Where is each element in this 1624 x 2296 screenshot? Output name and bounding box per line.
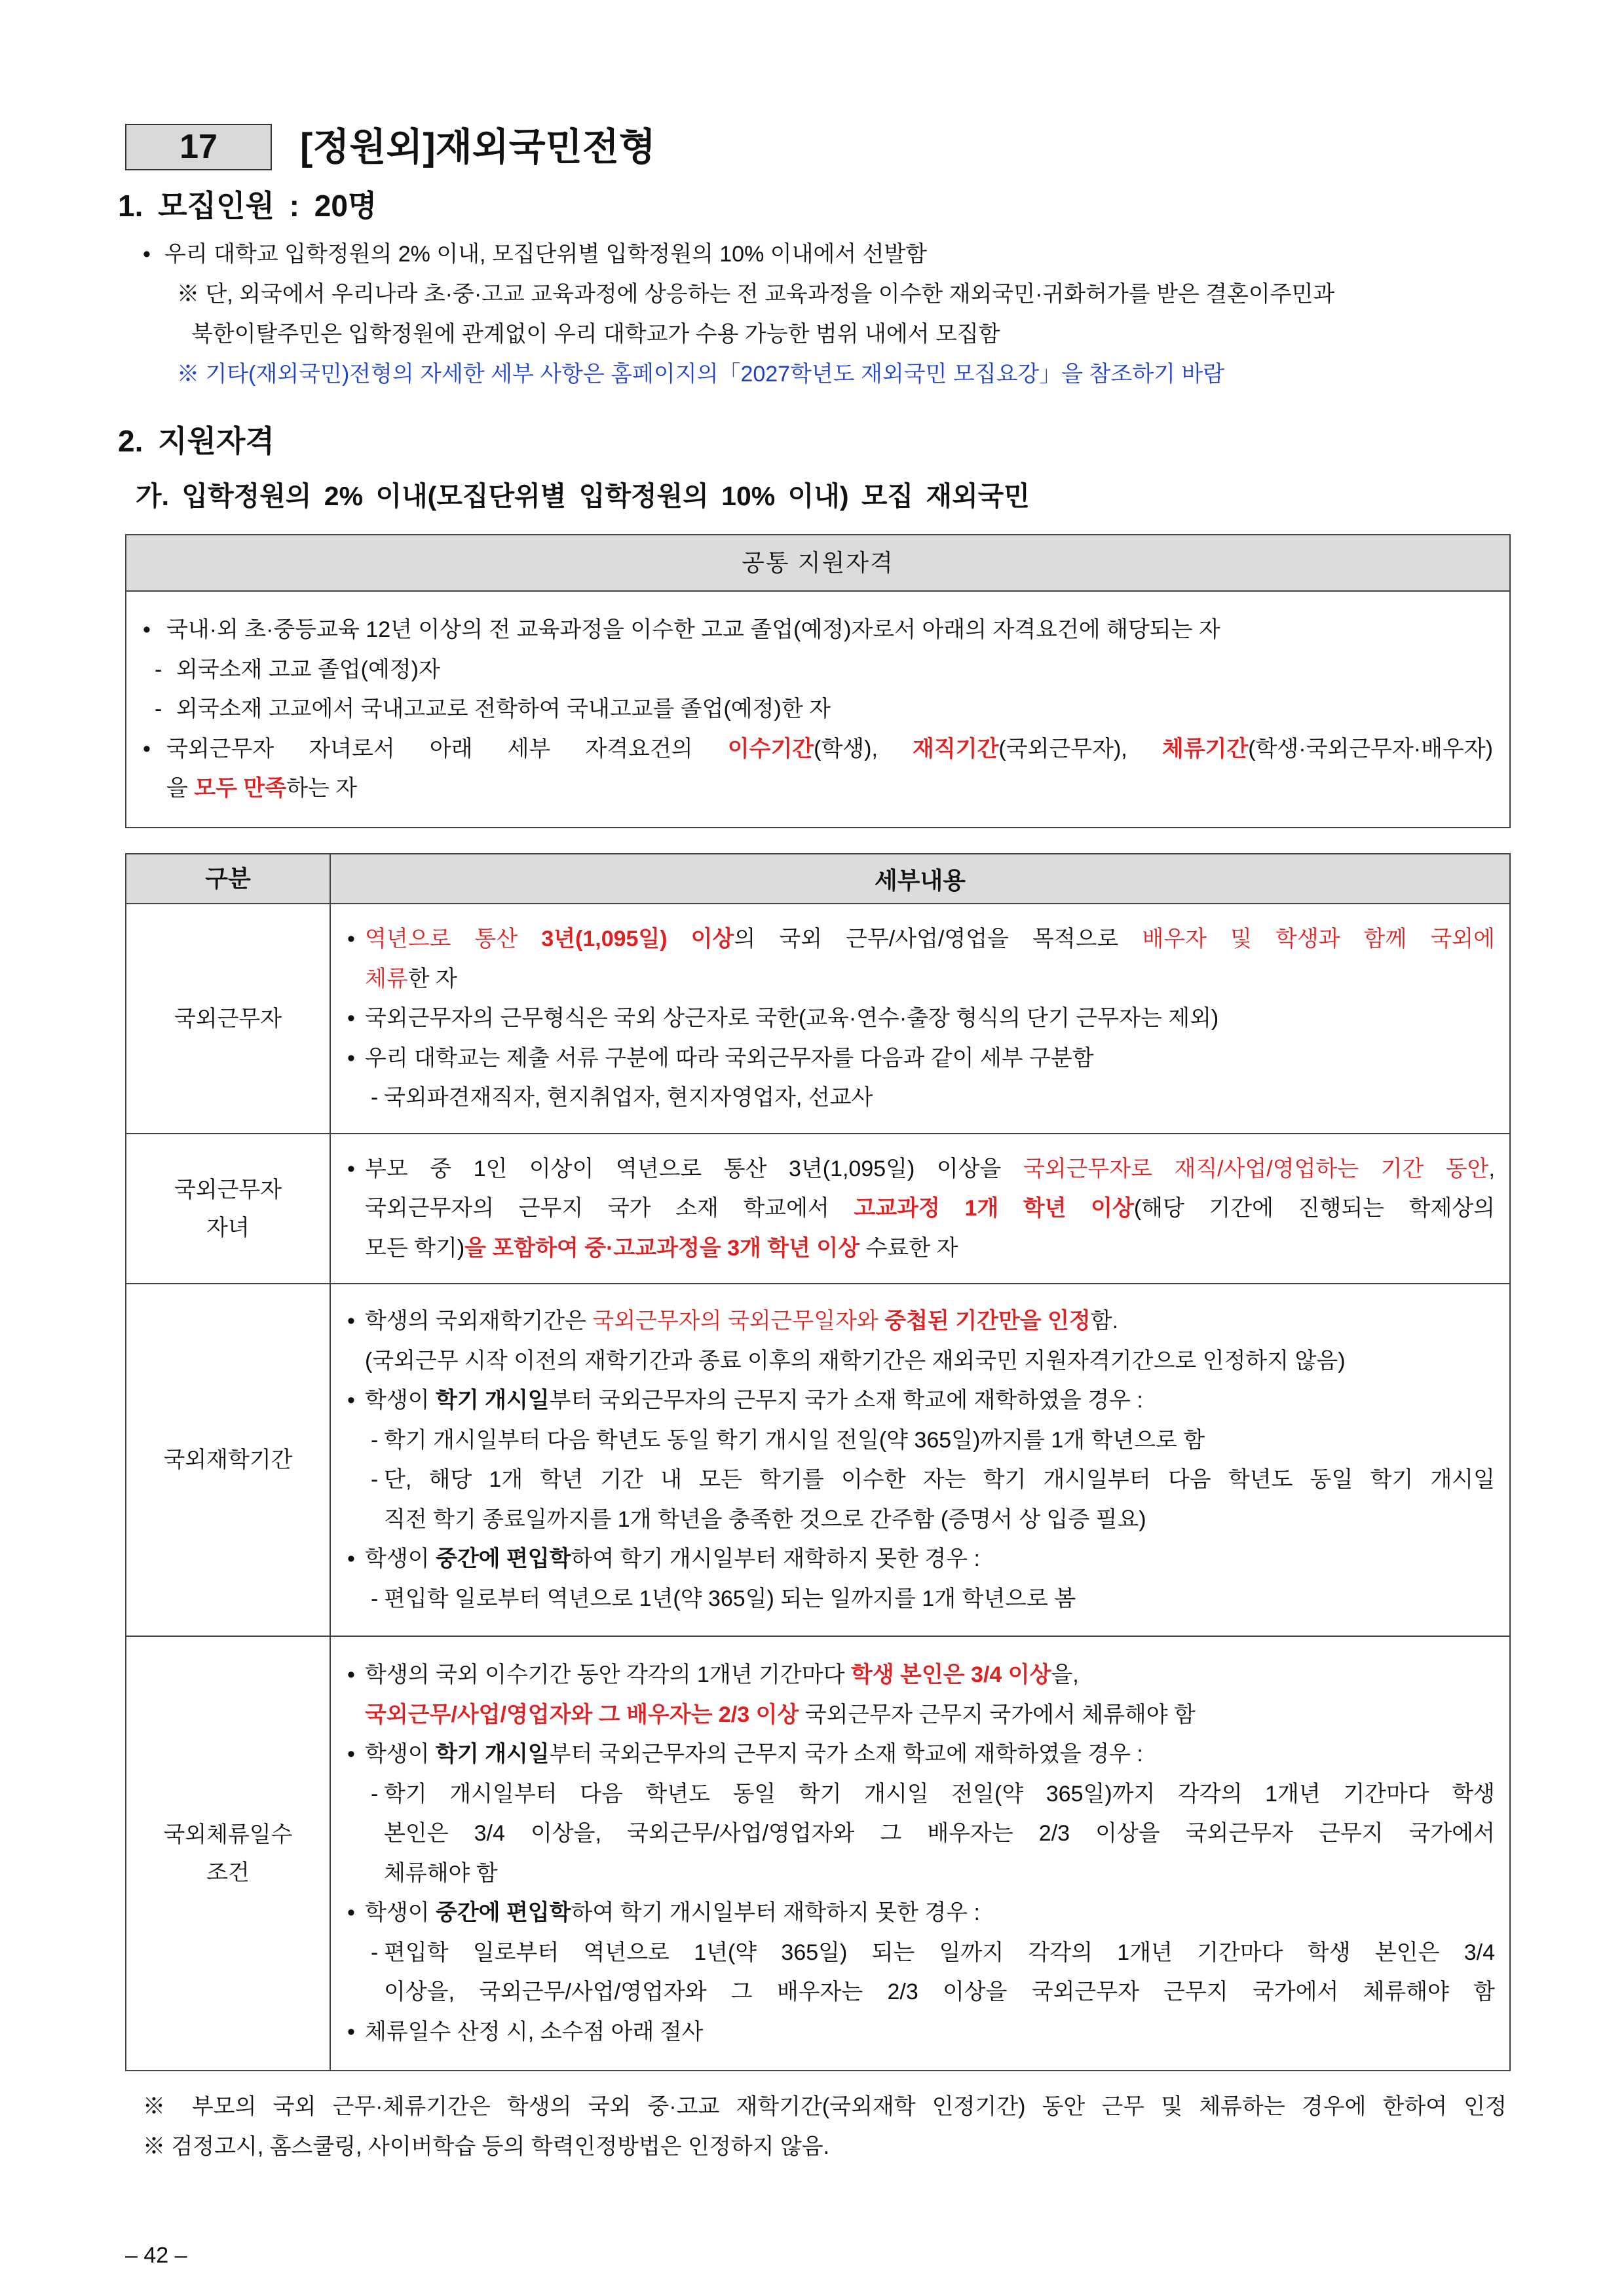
bullet-line	[331, 1381, 1509, 1421]
line-text: 한 자	[407, 966, 457, 991]
bold-text: 학기 개시일	[435, 1742, 550, 1767]
footnote: ※ 검정고시, 홈스쿨링, 사이버학습 등의 학력인정방법은 인정하지 않음.	[143, 2134, 830, 2159]
recruitment-note-continued: 북한이탈주민은 입학정원에 관계없이 우리 대학교가 수용 가능한 범위 내에서 모집함	[191, 322, 1000, 347]
row-content	[331, 904, 1509, 1133]
line-text: 수료한 자	[859, 1235, 958, 1261]
dash-line	[331, 1421, 1509, 1461]
continuation-line	[331, 1189, 1509, 1229]
line-text: 학기 개시일부터 다음 학년도 동일 학기 개시일 전일(약 365일)까지 각각의 1개년 기간마다 학생	[384, 1781, 1495, 1807]
row-content	[331, 1284, 1509, 1636]
row-label-text: 국외체류일수	[163, 1822, 293, 1847]
row-content	[331, 1134, 1509, 1283]
continuation-line	[331, 1500, 1509, 1540]
recruitment-bullet: • 우리 대학교 입학정원의 2% 이내, 모집단위별 입학정원의 10% 이내에서 선발함	[118, 235, 1507, 275]
bullet-line	[331, 1149, 1509, 1189]
dash-line	[126, 689, 1509, 729]
line-text: 하여 학기 개시일부터 재학하지 못한 경우 :	[571, 1546, 980, 1571]
footnote: ※ 부모의 국외 근무·체류기간은 학생의 국외 중·고교 재학기간(국외재학 인정기간) 동안 근무 및 체류하는 경우에 한하여 인정	[143, 2094, 1507, 2119]
line-text: 학생이	[365, 1742, 436, 1767]
continuation-line	[331, 1972, 1509, 2012]
continuation-line	[331, 959, 1509, 999]
line-text: 국내·외 초·중등교육 12년 이상의 전 교육과정을 이수한 고교 졸업(예정)자로서 아래의 자격요건에 해당되는 자	[166, 617, 1220, 642]
row-label	[126, 1637, 331, 2070]
recruitment-details	[118, 235, 1507, 394]
emphasis-text: 역년으로 통산	[365, 927, 542, 952]
line-text: 국외근무자의 근무지 국가 소재 학교에서	[365, 1196, 854, 1221]
emphasis-text: 이수기간	[727, 736, 814, 761]
emphasis-text: 모두 만족	[194, 776, 287, 801]
section-title: [정원외]재외국민전형	[300, 126, 656, 168]
emphasis-text: 고교과정 1개 학년 이상	[854, 1196, 1134, 1221]
bullet-line	[331, 1301, 1509, 1341]
line-text: 을	[166, 776, 195, 801]
emphasis-text: 학생 본인은 3/4 이상	[850, 1662, 1051, 1687]
bullet-line	[331, 1039, 1509, 1079]
emphasis-text: 국외근무자의 국외근무일자와	[592, 1309, 885, 1333]
line-text: 학생의 국외 이수기간 동안 각각의 1개년 기간마다	[365, 1662, 851, 1687]
emphasis-text: 배우자 및 학생과 함께 국외에	[1142, 927, 1495, 952]
emphasis-text: 재직기간	[913, 736, 999, 761]
line-text: 하는 자	[286, 776, 358, 801]
line-text: 국외근무자의 근무형식은 국외 상근자로 국한(교육·연수·출장 형식의 단기 근무자는 제외)	[365, 1006, 1219, 1031]
line-text: 이상을, 국외근무/사업/영업자와 그 배우자는 2/3 이상을 국외근무자 근무지 국가에서 체류해야 함	[384, 1980, 1495, 2004]
line-text: 부터 국외근무자의 근무지 국가 소재 학교에 재학하였을 경우 :	[549, 1742, 1143, 1767]
line-text: 본인은 3/4 이상을, 국외근무/사업/영업자와 그 배우자는 2/3 이상을 국외근무자 근무지 국가에서	[384, 1821, 1495, 1846]
line-text: 함.	[1090, 1309, 1119, 1333]
bold-text: 학기 개시일	[435, 1388, 550, 1413]
continuation-line	[331, 1229, 1509, 1269]
bullet-line	[331, 1893, 1509, 1933]
line-text: 체류해야 함	[384, 1860, 498, 1886]
line-text: 국외근무자 근무지 국가에서 체류해야 함	[799, 1702, 1196, 1727]
table-header-row	[126, 854, 1509, 903]
line-text: 학생이	[365, 1900, 436, 1925]
footnotes	[143, 2087, 1507, 2167]
bullet-line	[331, 1734, 1509, 1774]
eligibility-subheading: 가. 입학정원의 2% 이내(모집단위별 입학정원의 10% 이내) 모집 재외국민	[136, 481, 1030, 511]
dash-line	[331, 1933, 1509, 1973]
bullet-line	[126, 729, 1509, 769]
emphasis-text: 국외근무/사업/영업자와 그 배우자는 2/3 이상	[365, 1702, 799, 1727]
continuation-line	[331, 1341, 1509, 1381]
line-text: 을,	[1051, 1662, 1079, 1687]
row-label	[126, 1134, 331, 1283]
line-text: 체류일수 산정 시, 소수점 아래 절사	[365, 2019, 704, 2044]
line-text: 의 국외 근무/사업/영업을 목적으로	[734, 927, 1142, 952]
continuation-line	[331, 1695, 1509, 1735]
continuation-line	[331, 1854, 1509, 1894]
row-label	[126, 1284, 331, 1636]
dash-line	[331, 1774, 1509, 1814]
line-text: (학생),	[814, 736, 913, 761]
bold-text: 중간에 편입학	[435, 1546, 571, 1571]
line-text: 국외근무자 자녀로서 아래 세부 자격요건의	[166, 736, 728, 761]
bullet-line	[331, 999, 1509, 1039]
column-header-details	[331, 854, 1509, 903]
line-text: 직전 학기 종료일까지를 1개 학년을 충족한 것으로 간주함 (증명서 상 입증 필요)	[384, 1506, 1146, 1532]
line-text: (학생·국외근무자·배우자)	[1248, 736, 1493, 761]
line-text: 부터 국외근무자의 근무지 국가 소재 학교에 재학하였을 경우 :	[549, 1388, 1143, 1413]
common-qualification-body	[126, 592, 1509, 809]
section-number-box	[125, 124, 272, 170]
bold-text: 중간에 편입학	[435, 1900, 571, 1925]
line-text: (해당 기간에 진행되는 학제상의	[1133, 1196, 1496, 1221]
row-label-text: 자녀	[206, 1215, 250, 1240]
common-qualification-title: 공통 지원자격	[126, 535, 1509, 592]
row-label-text: 조건	[206, 1860, 250, 1885]
line-text: 우리 대학교는 제출 서류 구분에 따라 국외근무자를 다음과 같이 세부 구분함	[365, 1045, 1094, 1071]
line-text: 학기 개시일부터 다음 학년도 동일 학기 개시일 전일(약 365일)까지를 1개 학년으로 함	[384, 1427, 1205, 1453]
row-label-text: 국외근무자	[174, 1177, 282, 1202]
line-text: 외국소재 고교에서 국내고교로 전학하여 국내고교를 졸업(예정)한 자	[176, 697, 831, 721]
bullet-line	[126, 610, 1509, 650]
line-text: ,	[1488, 1156, 1495, 1181]
line-text: (국외근무 시작 이전의 재학기간과 종료 이후의 재학기간은 재외국민 지원자격기간으로 인정하지 않음)	[365, 1348, 1346, 1373]
dash-line	[331, 1078, 1509, 1118]
line-text: 모든 학기)	[365, 1235, 465, 1261]
bullet-line	[331, 2012, 1509, 2052]
emphasis-text: 체류기간	[1161, 736, 1249, 761]
emphasis-text: 체류	[365, 966, 408, 991]
line-text: 국외파견재직자, 현지취업자, 현지자영업자, 선교사	[384, 1085, 873, 1111]
header-text: 구분	[205, 865, 251, 892]
emphasis-text: 중첩된 기간만을 인정	[884, 1309, 1091, 1333]
line-text: 하여 학기 개시일부터 재학하지 못한 경우 :	[571, 1900, 980, 1925]
line-text: (국외근무자),	[998, 736, 1162, 761]
bullet-line	[331, 919, 1509, 959]
continuation-line	[126, 769, 1509, 809]
bullet-line	[331, 1539, 1509, 1579]
line-text: 편입학 일로부터 역년으로 1년(약 365일) 되는 일까지를 1개 학년으로 봄	[384, 1586, 1076, 1611]
row-content	[331, 1637, 1509, 2070]
table-row	[126, 1636, 1509, 2070]
table-row	[126, 1133, 1509, 1283]
column-header-category	[126, 854, 331, 903]
table-row	[126, 1283, 1509, 1636]
line-text: 학생이	[365, 1546, 436, 1571]
common-qualification-box	[125, 534, 1511, 828]
dash-line	[126, 650, 1509, 690]
line-text: 학생의 국외재학기간은	[365, 1309, 593, 1333]
line-text: 부모 중 1인 이상이 역년으로 통산 3년(1,095일) 이상을	[365, 1156, 1023, 1181]
header-text: 세부내용	[874, 866, 966, 894]
emphasis-text: 3년(1,095일) 이상	[541, 927, 734, 952]
page-number: – 42 –	[125, 2243, 187, 2268]
row-label-text: 국외재학기간	[163, 1447, 293, 1472]
line-text: 단, 해당 1개 학년 기간 내 모든 학기를 이수한 자는 학기 개시일부터 다음 학년도 동일 학기 개시일	[384, 1467, 1495, 1492]
line-text: 편입학 일로부터 역년으로 1년(약 365일) 되는 일까지 각각의 1개년 기간마다 학생 본인은 3/4	[384, 1940, 1495, 1965]
recruitment-reference-note: ※ 기타(재외국민)전형의 자세한 세부 사항은 홈페이지의「2027학년도 재외국민 모집요강」을 참조하기 바람	[177, 362, 1225, 387]
row-label	[126, 904, 331, 1133]
section-number: 17	[179, 128, 217, 166]
table-row	[126, 903, 1509, 1133]
detail-qualification-table	[125, 853, 1511, 2071]
dash-line	[331, 1460, 1509, 1500]
emphasis-text: 국외근무자로 재직/사업/영업하는 기간 동안	[1023, 1156, 1489, 1181]
bullet-line	[331, 1655, 1509, 1695]
line-text: 학생이	[365, 1388, 436, 1413]
recruitment-note: ※ 단, 외국에서 우리나라 초·중·고교 교육과정에 상응하는 전 교육과정을 이수한 재외국민·귀화허가를 받은 결혼이주민과	[177, 282, 1335, 307]
row-label-text: 국외근무자	[174, 1006, 282, 1031]
line-text: 외국소재 고교 졸업(예정)자	[176, 657, 440, 682]
continuation-line	[331, 1814, 1509, 1854]
dash-line	[331, 1579, 1509, 1619]
emphasis-text: 을 포함하여 중·고교과정을 3개 학년 이상	[464, 1235, 860, 1261]
recruitment-heading: 1. 모집인원 : 20명	[118, 189, 377, 223]
eligibility-heading: 2. 지원자격	[118, 424, 274, 458]
